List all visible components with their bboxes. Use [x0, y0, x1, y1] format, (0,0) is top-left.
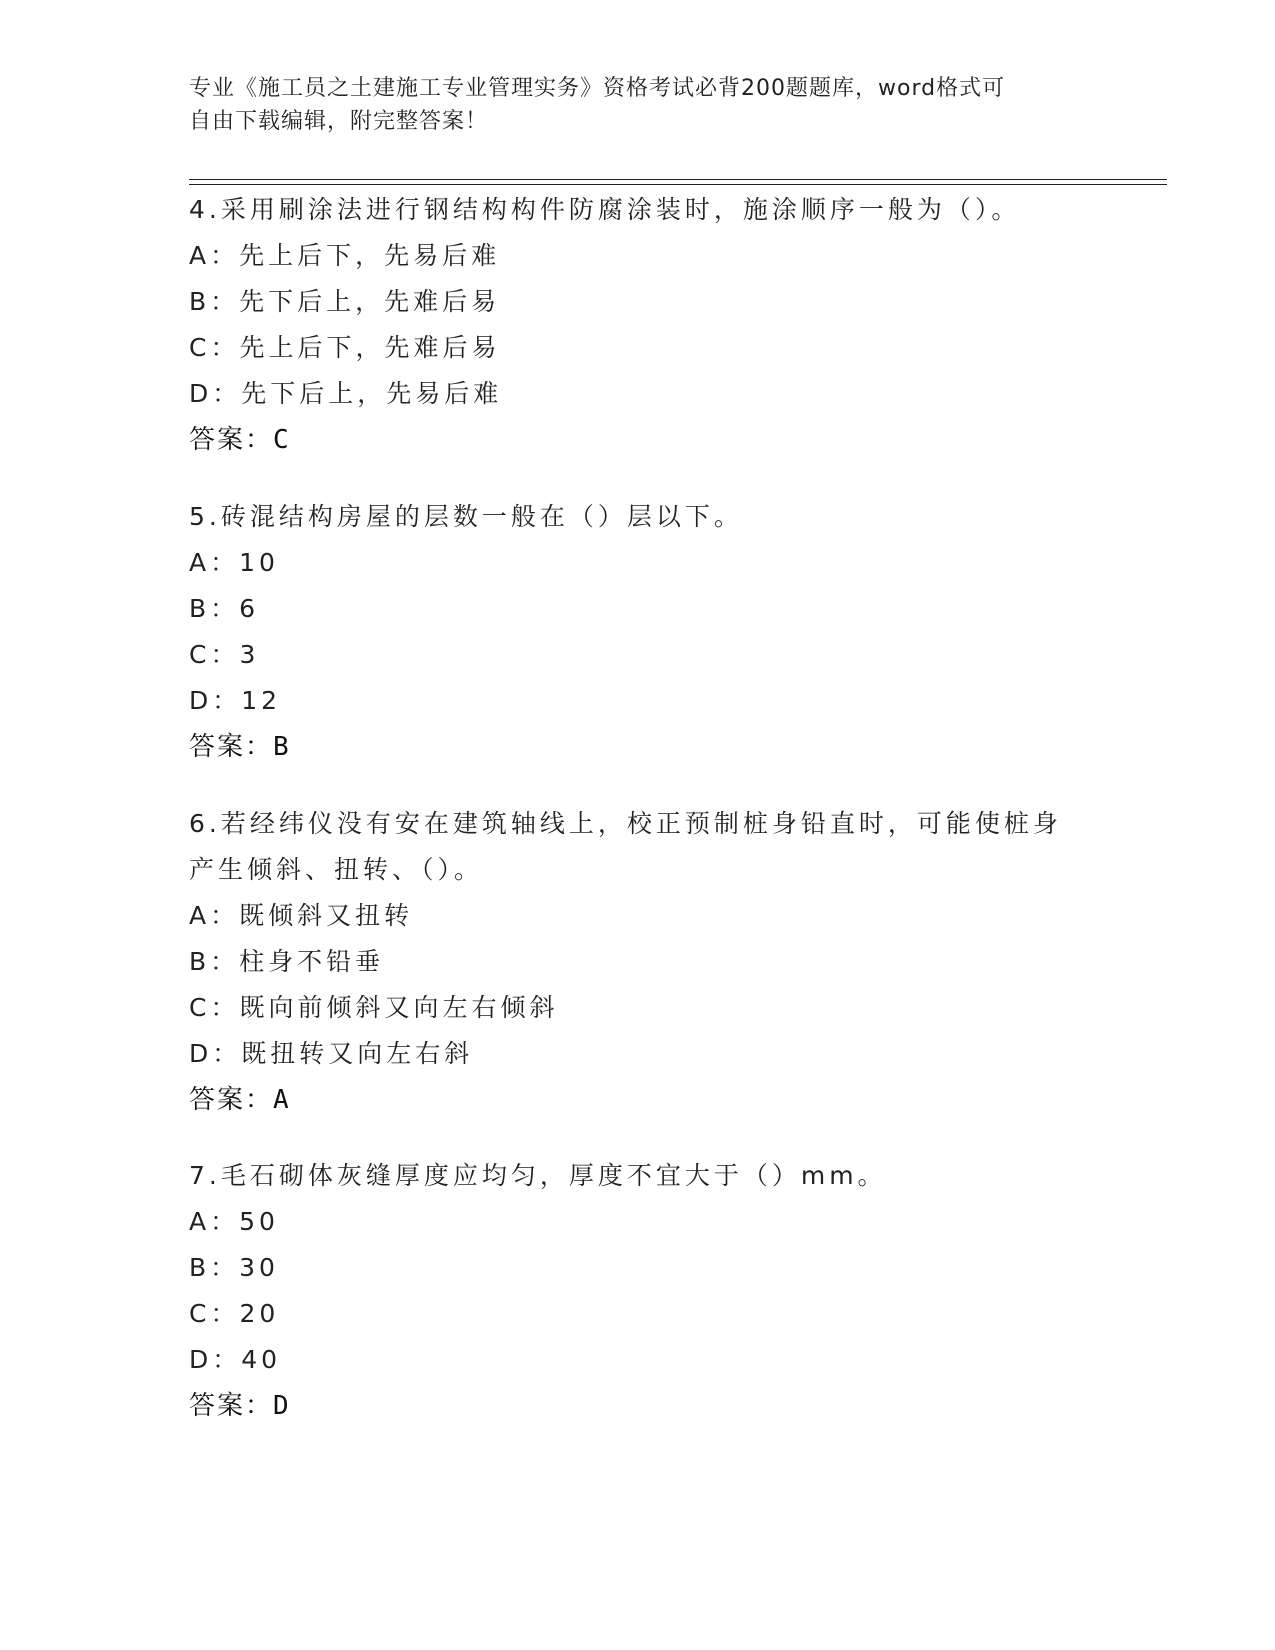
answer-value: C	[273, 425, 291, 455]
answer-label: 答案：	[189, 425, 274, 455]
answer-label: 答案：	[189, 1085, 274, 1115]
answer-label: 答案：	[189, 1391, 274, 1421]
question-6	[189, 801, 1089, 1123]
option-b: B：6	[189, 594, 260, 623]
answer-line	[189, 1077, 1089, 1123]
option-a: A：既倾斜又扭转	[189, 901, 414, 930]
option-c: C：既向前倾斜又向左右倾斜	[189, 993, 559, 1022]
header-divider-top	[189, 179, 1167, 180]
document-header	[189, 72, 1069, 138]
answer-line	[189, 724, 1089, 770]
question-stem: 5.砖混结构房屋的层数一般在（）层以下。	[189, 502, 743, 531]
answer-value: B	[273, 732, 291, 762]
question-stem: 7.毛石砌体灰缝厚度应均匀，厚度不宜大于（）mm。	[189, 1161, 887, 1190]
option-a: A：先上后下，先易后难	[189, 241, 501, 270]
option-b: B：30	[189, 1253, 279, 1282]
question-7	[189, 1153, 1089, 1429]
option-b: B：柱身不铅垂	[189, 947, 385, 976]
option-d: D：40	[189, 1345, 282, 1374]
option-b: B：先下后上，先难后易	[189, 287, 501, 316]
question-stem: 4.采用刷涂法进行钢结构构件防腐涂装时，施涂顺序一般为（）。	[189, 195, 1021, 224]
header-line-2: 自由下载编辑，附完整答案！	[189, 109, 489, 134]
option-d: D：既扭转又向左右斜	[189, 1039, 474, 1068]
option-d: D：12	[189, 686, 282, 715]
option-c: C：20	[189, 1299, 280, 1328]
question-5	[189, 494, 1089, 770]
question-stem-line-2: 产生倾斜、扭转、（）。	[189, 855, 484, 884]
option-c: C：先上后下，先难后易	[189, 333, 501, 362]
option-a: A：10	[189, 548, 279, 577]
answer-value: D	[273, 1391, 291, 1421]
question-stem-line-1: 6.若经纬仪没有安在建筑轴线上，校正预制桩身铅直时，可能使桩身	[189, 809, 1062, 838]
option-c: C：3	[189, 640, 260, 669]
answer-label: 答案：	[189, 732, 274, 762]
header-divider-bottom	[189, 184, 1167, 185]
option-d: D：先下后上，先易后难	[189, 379, 503, 408]
header-line-1: 专业《施工员之土建施工专业管理实务》资格考试必背200题题库，word格式可	[189, 76, 1006, 101]
option-a: A：50	[189, 1207, 279, 1236]
answer-line	[189, 417, 1089, 463]
answer-value: A	[273, 1085, 291, 1115]
question-4	[189, 187, 1089, 463]
answer-line	[189, 1383, 1089, 1429]
